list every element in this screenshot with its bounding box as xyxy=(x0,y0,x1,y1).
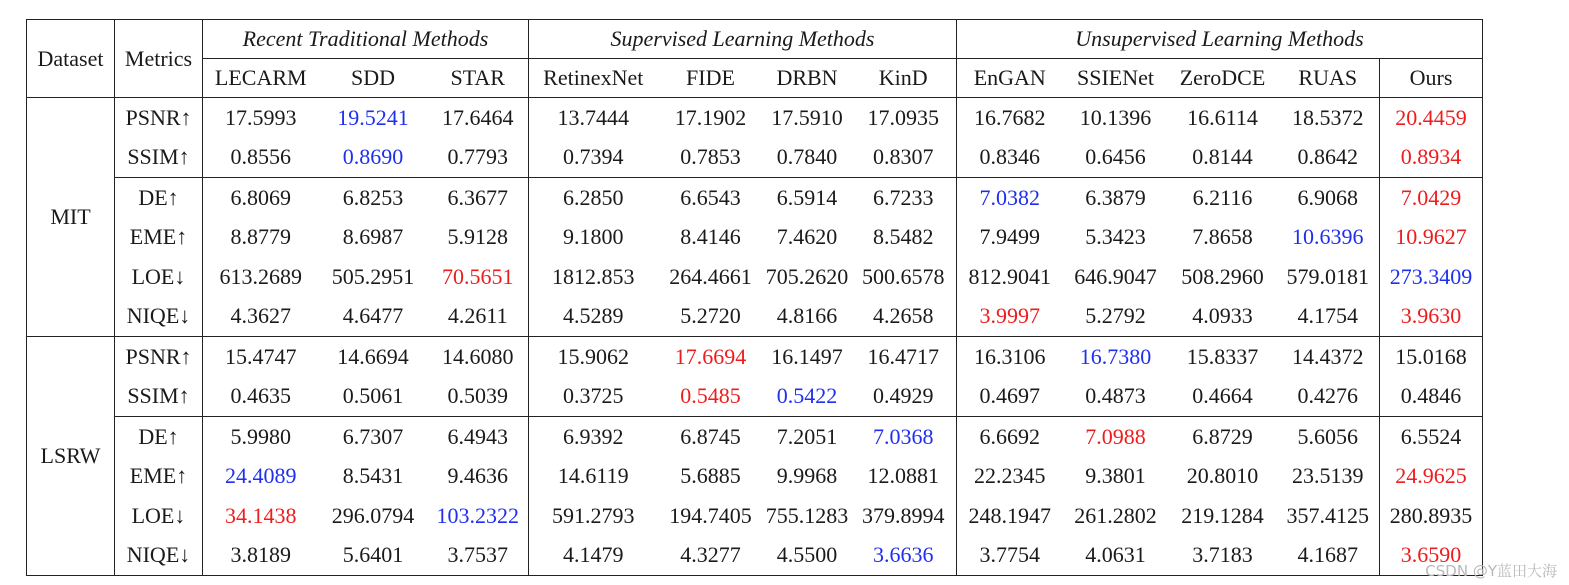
value-cell: 14.6119 xyxy=(557,463,629,489)
value-cell: 6.9392 xyxy=(529,417,658,457)
value-cell: 16.6114 xyxy=(1187,104,1258,130)
value-cell: 0.7840 xyxy=(776,144,838,170)
value-cell: 6.4943 xyxy=(428,417,529,457)
value-cell: 17.6694 xyxy=(674,343,747,369)
value-cell: 500.6578 xyxy=(851,257,957,297)
table-row xyxy=(27,417,1483,457)
value-cell: 16.4717 xyxy=(851,337,957,377)
value-cell: 5.9980 xyxy=(203,417,319,457)
method-header: LECARM xyxy=(203,59,319,98)
metric-cell: SSIM↑ xyxy=(115,138,203,178)
value-cell: 17.5993 xyxy=(225,104,297,130)
value-cell: 10.9627 xyxy=(1380,218,1483,258)
metric-cell: DE↑ xyxy=(115,417,203,457)
value-cell: 6.8729 xyxy=(1169,417,1277,457)
value-cell: 14.4372 xyxy=(1277,337,1380,377)
value-cell: 5.2720 xyxy=(658,297,764,337)
results-table xyxy=(26,19,1483,576)
value-cell: 264.4661 xyxy=(669,263,752,289)
value-cell: 613.2689 xyxy=(219,263,302,289)
value-cell: 6.6543 xyxy=(658,178,764,218)
dataset-cell: MIT xyxy=(27,98,115,337)
value-cell: 0.4929 xyxy=(851,377,957,417)
value-cell: 0.7394 xyxy=(563,144,624,170)
watermark: CSDN @Y蓝田大海 xyxy=(1425,562,1557,580)
value-cell: 34.1438 xyxy=(225,502,297,528)
value-cell: 591.2793 xyxy=(552,502,635,528)
value-cell: 0.8556 xyxy=(230,144,291,170)
method-header-row xyxy=(27,59,1483,98)
value-cell: 10.6396 xyxy=(1277,218,1380,258)
metric-cell: NIQE↓ xyxy=(115,536,203,576)
value-cell: 7.0382 xyxy=(957,178,1063,218)
group-header-row xyxy=(27,20,1483,59)
value-cell: 8.5482 xyxy=(851,218,957,258)
value-cell: 4.2611 xyxy=(428,297,529,337)
value-cell: 6.2116 xyxy=(1169,178,1277,218)
value-cell: 9.9968 xyxy=(776,463,838,489)
value-cell: 273.3409 xyxy=(1380,257,1483,297)
metric-cell: PSNR↑ xyxy=(115,98,203,138)
value-cell: 0.4697 xyxy=(979,383,1040,409)
group-traditional: Recent Traditional Methods xyxy=(203,20,529,59)
dataset-cell: LSRW xyxy=(27,337,115,576)
value-cell: 70.5651 xyxy=(428,257,529,297)
value-cell: 0.8690 xyxy=(342,144,404,170)
value-cell: 0.4846 xyxy=(1380,377,1483,417)
value-cell: 6.5524 xyxy=(1380,417,1483,457)
value-cell: 508.2960 xyxy=(1181,263,1264,289)
value-cell: 15.9062 xyxy=(557,343,629,369)
value-cell: 6.2850 xyxy=(529,178,658,218)
method-header: DRBN xyxy=(764,59,851,98)
value-cell: 6.8069 xyxy=(203,178,319,218)
table-row xyxy=(27,536,1483,576)
value-cell: 17.5910 xyxy=(771,104,843,130)
value-cell: 6.9068 xyxy=(1277,178,1380,218)
value-cell: 18.5372 xyxy=(1277,98,1380,138)
results-body xyxy=(27,98,1483,576)
value-cell: 0.8346 xyxy=(979,144,1040,170)
value-cell: 4.3277 xyxy=(658,536,764,576)
value-cell: 20.8010 xyxy=(1186,463,1259,489)
table-row xyxy=(27,218,1483,258)
method-header: Ours xyxy=(1380,59,1483,98)
value-cell: 8.4146 xyxy=(680,224,741,250)
value-cell: 4.2658 xyxy=(851,297,957,337)
value-cell: 6.3677 xyxy=(428,178,529,218)
value-cell: 0.5061 xyxy=(342,383,404,409)
table-row xyxy=(27,178,1483,218)
value-cell: 16.7380 xyxy=(1079,343,1152,369)
method-header: FIDE xyxy=(658,59,764,98)
value-cell: 103.2322 xyxy=(428,496,529,536)
value-cell: 22.2345 xyxy=(974,463,1046,489)
value-cell: 4.5500 xyxy=(764,536,851,576)
value-cell: 4.1687 xyxy=(1277,536,1380,576)
value-cell: 7.0988 xyxy=(1063,417,1169,457)
value-cell: 7.8658 xyxy=(1192,224,1253,250)
value-cell: 3.6590 xyxy=(1380,536,1483,576)
table-row xyxy=(27,257,1483,297)
value-cell: 4.1479 xyxy=(529,536,658,576)
method-header: SSIENet xyxy=(1063,59,1169,98)
value-cell: 4.8166 xyxy=(764,297,851,337)
value-cell: 16.7682 xyxy=(974,104,1046,130)
table-row xyxy=(27,138,1483,178)
value-cell: 0.8144 xyxy=(1192,144,1253,170)
value-cell: 13.7444 xyxy=(557,104,629,130)
value-cell: 15.4747 xyxy=(225,343,297,369)
value-cell: 579.0181 xyxy=(1277,257,1380,297)
value-cell: 6.7233 xyxy=(851,178,957,218)
value-cell: 646.9047 xyxy=(1074,263,1157,289)
metrics-header: Metrics xyxy=(115,20,203,98)
value-cell: 3.9997 xyxy=(957,297,1063,337)
value-cell: 4.5289 xyxy=(529,297,658,337)
value-cell: 5.6885 xyxy=(680,463,741,489)
metric-cell: LOE↓ xyxy=(115,257,203,297)
value-cell: 0.3725 xyxy=(563,383,624,409)
value-cell: 4.0933 xyxy=(1169,297,1277,337)
value-cell: 12.0881 xyxy=(851,457,957,497)
dataset-header: Dataset xyxy=(27,20,115,98)
value-cell: 5.6401 xyxy=(319,536,428,576)
value-cell: 0.8934 xyxy=(1380,138,1483,178)
value-cell: 0.4635 xyxy=(230,383,291,409)
value-cell: 17.0935 xyxy=(851,98,957,138)
value-cell: 4.6477 xyxy=(319,297,428,337)
value-cell: 755.1283 xyxy=(765,502,849,528)
value-cell: 505.2951 xyxy=(331,263,415,289)
value-cell: 3.7754 xyxy=(957,536,1063,576)
table-row xyxy=(27,377,1483,417)
value-cell: 5.3423 xyxy=(1085,224,1146,250)
metric-cell: LOE↓ xyxy=(115,496,203,536)
value-cell: 0.5422 xyxy=(776,383,838,409)
value-cell: 7.9499 xyxy=(979,224,1040,250)
value-cell: 23.5139 xyxy=(1277,457,1380,497)
value-cell: 4.0631 xyxy=(1063,536,1169,576)
value-cell: 0.7793 xyxy=(428,138,529,178)
value-cell: 6.6692 xyxy=(957,417,1063,457)
value-cell: 6.7307 xyxy=(319,417,428,457)
value-cell: 10.1396 xyxy=(1079,104,1152,130)
value-cell: 0.6456 xyxy=(1085,144,1146,170)
metric-cell: PSNR↑ xyxy=(115,337,203,377)
value-cell: 8.5431 xyxy=(342,463,404,489)
value-cell: 0.8642 xyxy=(1277,138,1380,178)
value-cell: 705.2620 xyxy=(765,263,849,289)
value-cell: 261.2802 xyxy=(1074,502,1157,528)
value-cell: 0.5485 xyxy=(680,383,741,409)
value-cell: 8.8779 xyxy=(230,224,291,250)
value-cell: 4.3627 xyxy=(203,297,319,337)
value-cell: 3.6636 xyxy=(851,536,957,576)
value-cell: 5.6056 xyxy=(1277,417,1380,457)
value-cell: 6.5914 xyxy=(764,178,851,218)
method-header: EnGAN xyxy=(957,59,1063,98)
value-cell: 812.9041 xyxy=(968,263,1051,289)
value-cell: 15.8337 xyxy=(1186,343,1259,369)
value-cell: 194.7405 xyxy=(669,502,752,528)
value-cell: 7.0368 xyxy=(851,417,957,457)
value-cell: 5.9128 xyxy=(428,218,529,258)
table-row xyxy=(27,337,1483,377)
metric-cell: SSIM↑ xyxy=(115,377,203,417)
value-cell: 6.8745 xyxy=(658,417,764,457)
value-cell: 0.4664 xyxy=(1192,383,1253,409)
value-cell: 17.6464 xyxy=(428,98,529,138)
group-unsupervised: Unsupervised Learning Methods xyxy=(957,20,1483,59)
value-cell: 3.7183 xyxy=(1169,536,1277,576)
table-row xyxy=(27,457,1483,497)
value-cell: 3.9630 xyxy=(1380,297,1483,337)
value-cell: 20.4459 xyxy=(1380,98,1483,138)
value-cell: 296.0794 xyxy=(331,502,415,528)
value-cell: 8.6987 xyxy=(342,224,404,250)
table-row xyxy=(27,496,1483,536)
value-cell: 7.4620 xyxy=(776,224,838,250)
method-header: SDD xyxy=(319,59,428,98)
value-cell: 6.3879 xyxy=(1063,178,1169,218)
value-cell: 280.8935 xyxy=(1380,496,1483,536)
value-cell: 0.7853 xyxy=(680,144,741,170)
table-row xyxy=(27,297,1483,337)
method-header: RUAS xyxy=(1277,59,1380,98)
value-cell: 17.1902 xyxy=(674,104,747,130)
value-cell: 3.7537 xyxy=(428,536,529,576)
table-row xyxy=(27,98,1483,138)
value-cell: 14.6694 xyxy=(337,343,409,369)
value-cell: 24.4089 xyxy=(225,463,297,489)
value-cell: 16.3106 xyxy=(974,343,1046,369)
method-header: RetinexNet xyxy=(529,59,658,98)
value-cell: 16.1497 xyxy=(771,343,843,369)
metric-cell: DE↑ xyxy=(115,178,203,218)
value-cell: 3.8189 xyxy=(203,536,319,576)
value-cell: 15.0168 xyxy=(1380,337,1483,377)
value-cell: 0.8307 xyxy=(851,138,957,178)
value-cell: 19.5241 xyxy=(337,104,409,130)
value-cell: 24.9625 xyxy=(1380,457,1483,497)
value-cell: 7.2051 xyxy=(764,417,851,457)
metric-cell: EME↑ xyxy=(115,457,203,497)
value-cell: 6.8253 xyxy=(319,178,428,218)
value-cell: 0.4276 xyxy=(1277,377,1380,417)
value-cell: 9.4636 xyxy=(428,457,529,497)
value-cell: 248.1947 xyxy=(968,502,1051,528)
value-cell: 9.3801 xyxy=(1085,463,1146,489)
value-cell: 14.6080 xyxy=(428,337,529,377)
method-header: STAR xyxy=(428,59,529,98)
value-cell: 1812.853 xyxy=(552,263,635,289)
value-cell: 9.1800 xyxy=(563,224,624,250)
metric-cell: NIQE↓ xyxy=(115,297,203,337)
value-cell: 219.1284 xyxy=(1181,502,1264,528)
method-header: KinD xyxy=(851,59,957,98)
value-cell: 357.4125 xyxy=(1277,496,1380,536)
value-cell: 4.1754 xyxy=(1277,297,1380,337)
method-header: ZeroDCE xyxy=(1169,59,1277,98)
value-cell: 0.4873 xyxy=(1085,383,1146,409)
group-supervised: Supervised Learning Methods xyxy=(529,20,957,59)
value-cell: 7.0429 xyxy=(1380,178,1483,218)
metric-cell: EME↑ xyxy=(115,218,203,258)
value-cell: 5.2792 xyxy=(1063,297,1169,337)
value-cell: 379.8994 xyxy=(851,496,957,536)
value-cell: 0.5039 xyxy=(428,377,529,417)
